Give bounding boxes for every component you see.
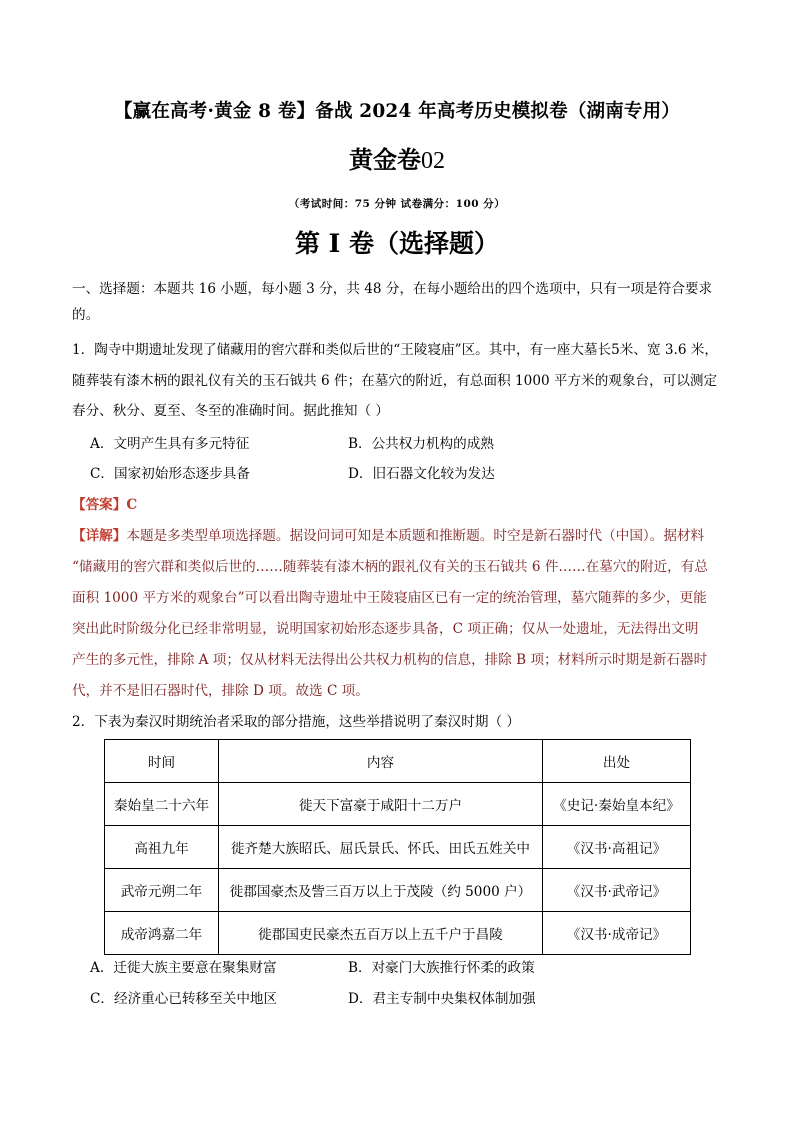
detail-label: 【详解】 bbox=[72, 528, 127, 544]
q1-stem-line-3: 春分、秋分、夏至、冬至的准确时间。据此推知（ ） bbox=[72, 403, 389, 419]
q1-detail-line-5: 产生的多元性，排除 A 项；仅从材料无法得出公共权力机构的信息，排除 B 项；材料所示时期是新石器时 bbox=[72, 652, 708, 668]
table-header-row bbox=[105, 740, 691, 783]
instructions-line-2: 的。 bbox=[72, 307, 100, 323]
table-row bbox=[105, 783, 691, 826]
table-cell-content: 徙郡国豪杰及訾三百万以上于茂陵（约 5000 户） bbox=[219, 869, 543, 912]
table-header-cell: 时间 bbox=[105, 740, 219, 783]
q1-option-b: B．公共权力机构的成熟 bbox=[348, 436, 494, 452]
q1-answer bbox=[72, 490, 137, 520]
q2-option-d: D．君主专制中央集权体制加强 bbox=[348, 991, 536, 1007]
q1-detail-line-1 bbox=[72, 521, 704, 551]
q1-option-a: A．文明产生具有多元特征 bbox=[90, 436, 250, 452]
table-header-cell: 出处 bbox=[543, 740, 691, 783]
q2-option-b: B．对豪门大族推行怀柔的政策 bbox=[348, 960, 535, 976]
table-cell-content: 徙齐楚大族昭氏、屈氏景氏、怀氏、田氏五姓关中 bbox=[219, 826, 543, 869]
table-row bbox=[105, 912, 691, 955]
table-cell-source: 《汉书·成帝记》 bbox=[543, 912, 691, 955]
exam-title: 【赢在高考·黄金 8 卷】备战 2024 年高考历史模拟卷（湖南专用） bbox=[113, 101, 681, 122]
table-cell-time: 成帝鸿嘉二年 bbox=[105, 912, 219, 955]
answer-value: C bbox=[126, 497, 138, 513]
q1-stem-line-2: 随葬装有漆木柄的跟礼仪有关的玉石钺共 6 件；在墓穴的附近，有总面积 1000 平方米的观象台，可以测定 bbox=[72, 373, 718, 389]
q1-detail-line-2: “储藏用的窖穴群和类似后世的……随葬装有漆木柄的跟礼仪有关的玉石钺共 6 件……在墓穴的附近，有总 bbox=[72, 559, 708, 575]
q2-measures-table bbox=[104, 739, 691, 955]
detail-text-1: 本题是多类型单项选择题。据设问词可知是本质题和推断题。时空是新石器时代（中国）。据材料 bbox=[126, 528, 705, 544]
q1-option-d: D．旧石器文化较为发达 bbox=[348, 466, 495, 482]
table-cell-time: 高祖九年 bbox=[105, 826, 219, 869]
q1-detail-line-6: 代，并不是旧石器时代，排除 D 项。故选 C 项。 bbox=[72, 683, 369, 699]
table-cell-source: 《汉书·武帝记》 bbox=[543, 869, 691, 912]
table-header-cell: 内容 bbox=[219, 740, 543, 783]
table-cell-time: 秦始皇二十六年 bbox=[105, 783, 219, 826]
section-title: 第 I 卷（选择题） bbox=[294, 229, 500, 258]
q2-option-c: C．经济重心已转移至关中地区 bbox=[90, 991, 278, 1007]
subtitle-prefix: 黄金卷 bbox=[349, 145, 421, 174]
paper-subtitle bbox=[0, 140, 794, 175]
q1-option-c: C．国家初始形态逐步具备 bbox=[90, 466, 250, 482]
q1-detail-line-4: 突出此时阶级分化已经非常明显，说明国家初始形态逐步具备，C 项正确；仅从一处遗址，无法得出文明 bbox=[72, 621, 699, 637]
q1-stem-line-1: 1．陶寺中期遗址发现了储藏用的窖穴群和类似后世的“王陵寝庙”区。其中，有一座大墓长5米、宽 3.6 米， bbox=[72, 342, 718, 358]
instructions-line-1: 一、选择题：本题共 16 小题，每小题 3 分，共 48 分，在每小题给出的四个选项中，只有一项是符合要求 bbox=[72, 281, 713, 297]
table-cell-source: 《汉书·高祖记》 bbox=[543, 826, 691, 869]
q2-stem: 2．下表为秦汉时期统治者采取的部分措施，这些举措说明了秦汉时期（ ） bbox=[72, 714, 520, 730]
answer-label: 【答案】 bbox=[72, 497, 127, 513]
q2-option-a: A．迁徙大族主要意在聚集财富 bbox=[90, 960, 277, 976]
subtitle-number: 02 bbox=[421, 148, 445, 174]
q1-detail-line-3: 面积 1000 平方米的观象台”可以看出陶寺遗址中王陵寝庙区已有一定的统治管理，墓穴随葬的多少，更能 bbox=[72, 590, 707, 606]
table-cell-content: 徙郡国吏民豪杰五百万以上五千户于昌陵 bbox=[219, 912, 543, 955]
table-cell-content: 徙天下富豪于咸阳十二万户 bbox=[219, 783, 543, 826]
table-row bbox=[105, 826, 691, 869]
exam-time-info: （考试时间：75 分钟 试卷满分：100 分） bbox=[288, 198, 506, 210]
table-row bbox=[105, 869, 691, 912]
table-cell-time: 武帝元朔二年 bbox=[105, 869, 219, 912]
table-cell-source: 《史记·秦始皇本纪》 bbox=[543, 783, 691, 826]
